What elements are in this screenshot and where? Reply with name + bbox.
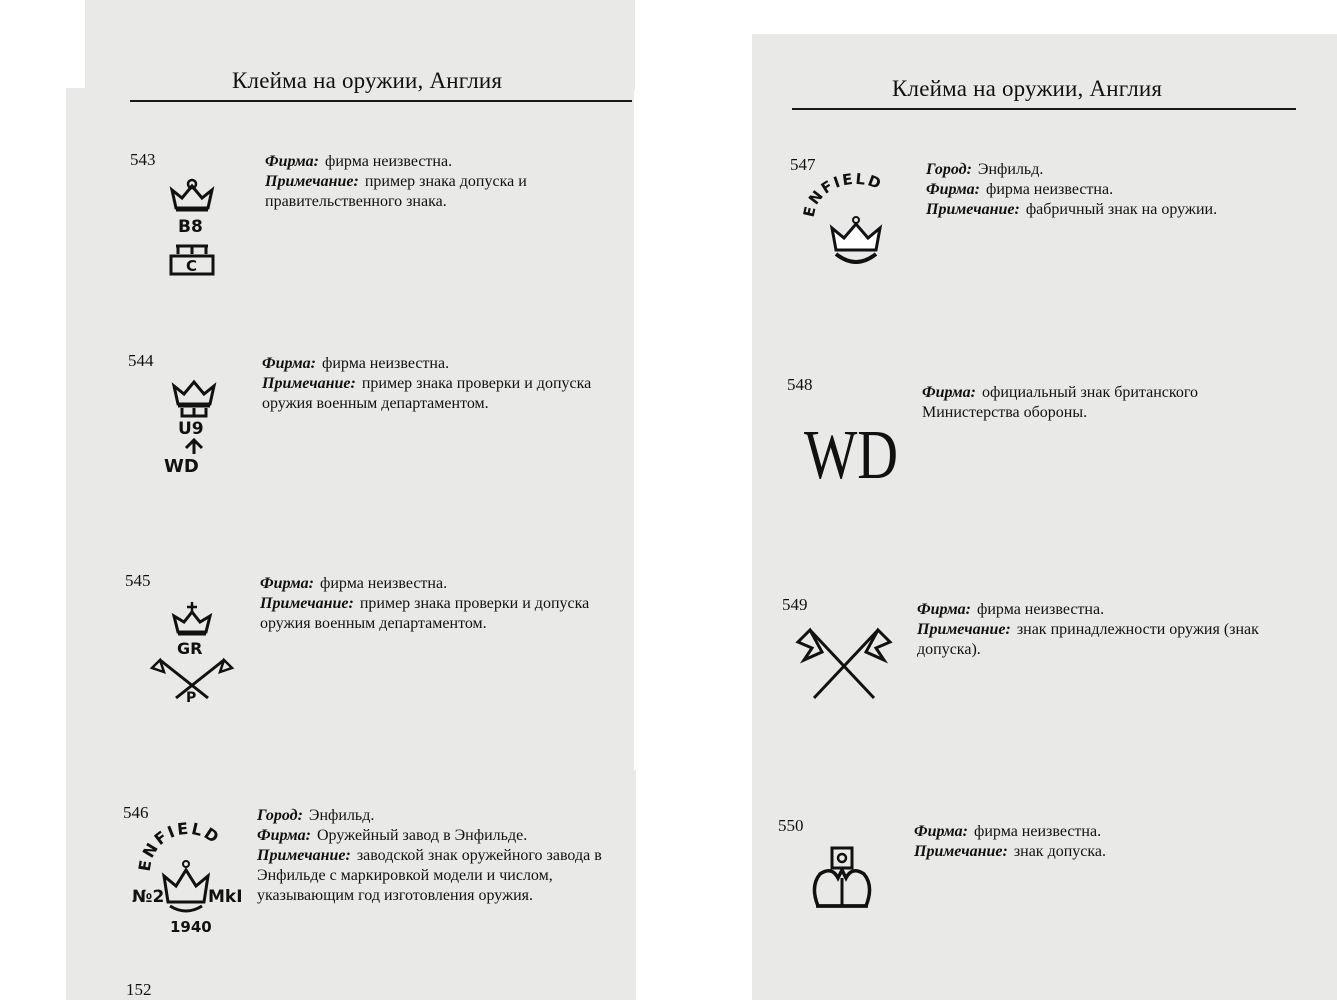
mark-547-enfield-crown-icon: [799, 169, 906, 270]
title-rule: [130, 100, 632, 102]
mark-547-enfield: ENFIELD: [799, 169, 886, 219]
right-page: [668, 0, 1337, 1000]
mark-546-model-number: №2: [132, 887, 165, 907]
mark-550-crown-icon: [804, 842, 880, 912]
mark-545-letters: GR: [177, 639, 203, 658]
entry-number: 548: [787, 375, 813, 394]
mark-544-code: U9: [178, 419, 204, 439]
page-title: Клейма на оружии, Англия: [892, 76, 1163, 101]
mark-544-crown-icon: [162, 378, 226, 478]
entry-text-546: Город: Энфильд. Фирма: Оружейный завод в Энфильде. Примечание: заводской знак оружейного завода в Энфильде с маркировкой модели и числом, указывающим год изготовления оружия.: [257, 807, 602, 904]
entry-number: 545: [125, 571, 151, 590]
mark-545-crossed-flags-icon: [150, 602, 234, 706]
mark-549-crossed-flags-icon: [796, 622, 892, 702]
mark-544-letters: WD: [164, 456, 199, 477]
left-page: [0, 0, 668, 1000]
page-number: 152: [126, 980, 152, 999]
entry-text-548: Фирма: официальный знак британского Министерства обороны.: [922, 384, 1198, 421]
entry-number: 547: [790, 155, 816, 174]
mark-543-crown-icon: [162, 176, 222, 276]
entry-number: 546: [123, 803, 149, 822]
mark-543-code: B8: [178, 217, 203, 237]
mark-543-letter: C: [186, 257, 198, 275]
mark-546-model-mark: MkI: [208, 887, 243, 907]
entry-text-550: Фирма: фирма неизвестна. Примечание: знак допуска.: [914, 823, 1107, 860]
entry-number: 549: [782, 595, 808, 614]
entry-text-544: Фирма: фирма неизвестна. Примечание: пример знака проверки и допуска оружия военным департаментом.: [262, 355, 592, 412]
mark-546-year: 1940: [170, 918, 212, 936]
entry-number: 550: [778, 816, 804, 835]
mark-545-letter: P: [186, 690, 197, 706]
entry-number: 544: [128, 351, 154, 370]
entry-text-549: Фирма: фирма неизвестна. Примечание: знак принадлежности оружия (знак допуска).: [917, 601, 1259, 658]
entry-text-545: Фирма: фирма неизвестна. Примечание: пример знака проверки и допуска оружия военным департаментом.: [260, 575, 590, 632]
mark-546-enfield: ENFIELD: [134, 818, 224, 873]
mark-548-letters: WD: [804, 417, 898, 494]
title-rule: [792, 108, 1296, 110]
entry-number: 543: [130, 150, 156, 169]
entry-text-543: Фирма: фирма неизвестна. Примечание: пример знака допуска и правительственного знака.: [265, 153, 527, 210]
mark-546-enfield-crown-icon: [128, 818, 244, 938]
mark-548-wd-icon: [802, 408, 902, 494]
page-title: Клейма на оружии, Англия: [232, 68, 503, 93]
entry-text-547: Город: Энфильд. Фирма: фирма неизвестна. Примечание: фабричный знак на оружии.: [926, 161, 1218, 218]
